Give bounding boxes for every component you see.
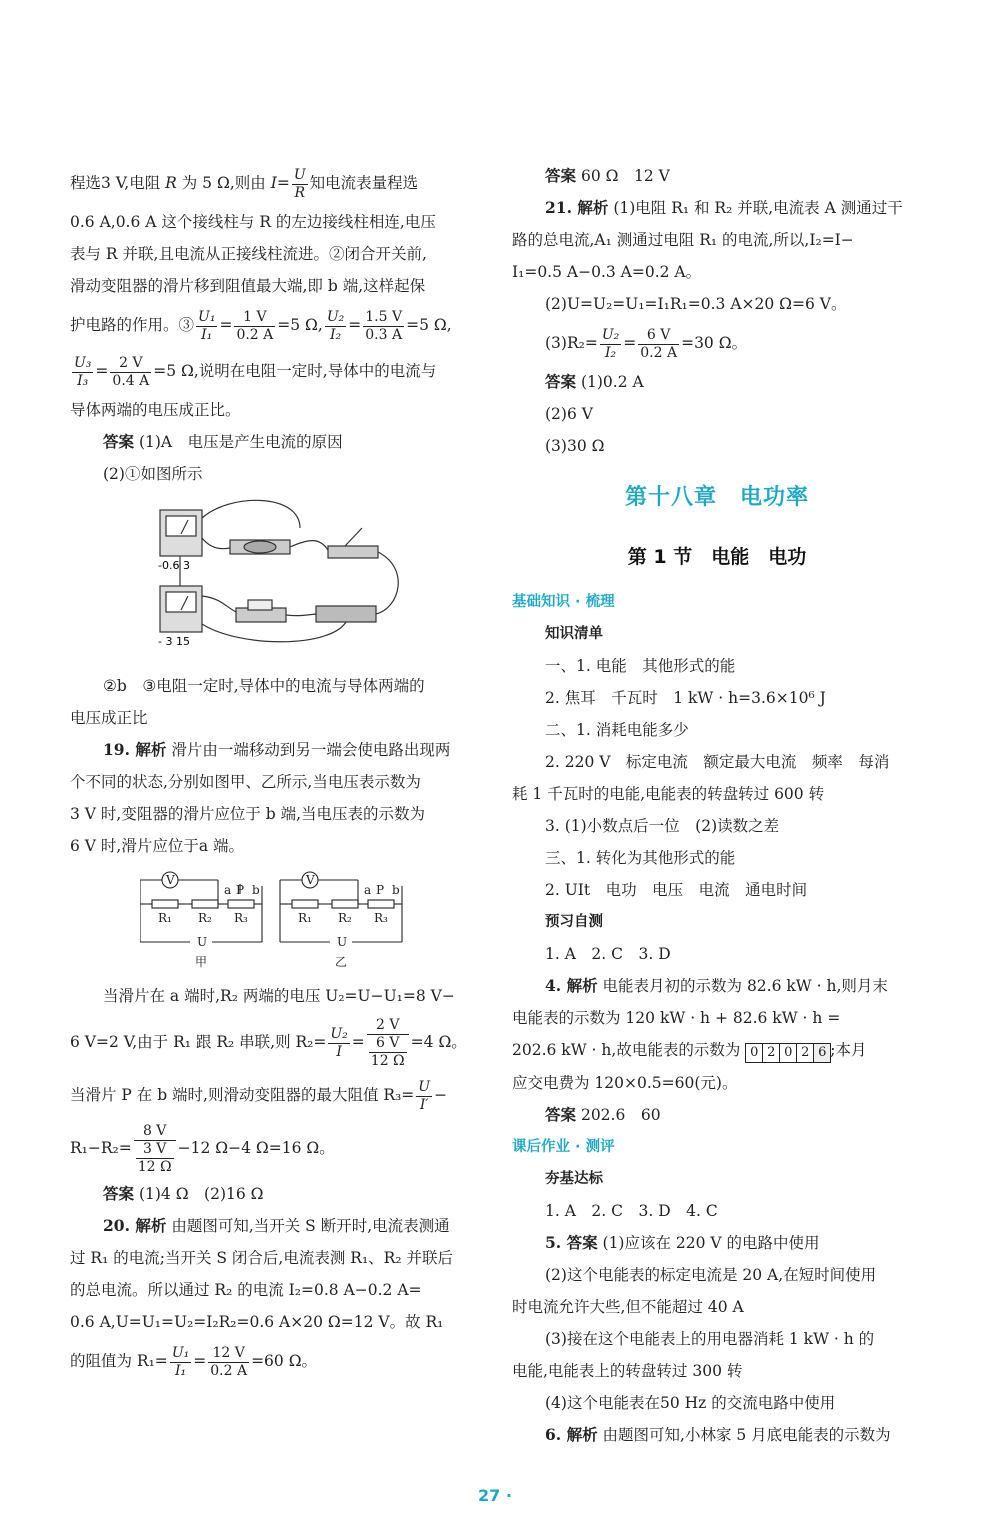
right-column (512, 160, 922, 1451)
meter-reading-digits (745, 1035, 830, 1067)
terminal-label: a (224, 883, 232, 897)
text-line: 3. (1)小数点后一位 (2)读数之差 (545, 817, 780, 835)
text-line: (2)这个电能表的标定电流是 20 A,在短时间使用 (545, 1266, 877, 1284)
answer-line: 答案 (1)A 电压是产生电流的原因 (103, 432, 343, 451)
text-line: 当滑片 P 在 b 端时,则滑动变阻器的最大阻值 R₃= $\frac{U}{I'}$ − (70, 1078, 448, 1113)
text-line: 电压成正比 (70, 709, 148, 727)
text-line: 的总电流。所以通过 R₂ 的电流 I₂=0.8 A−0.2 A= (70, 1281, 422, 1299)
text-line: (3)30 Ω (545, 437, 605, 455)
voltmeter-label: V (166, 873, 175, 887)
section-tag: 基础知识 · 梳理 (512, 594, 615, 610)
circuit-illustration (150, 498, 410, 658)
left-column (70, 160, 480, 1384)
text-line: 三、1. 转化为其他形式的能 (545, 849, 736, 867)
text-line (70, 160, 480, 206)
text-line: 过 R₁ 的电流;当开关 S 闭合后,电流表测 R₁、R₂ 并联后 (70, 1249, 453, 1267)
text-line: (2)6 V (545, 405, 593, 423)
resistor-label: R₂ (198, 911, 212, 925)
fraction: $\frac{1.5 V}{0.3 A}$ (365, 308, 403, 343)
digit-box: 6 (813, 1043, 831, 1063)
terminal-label: b (252, 883, 260, 897)
text-line: 个不同的状态,分别如图甲、乙所示,当电压表示数为 (70, 773, 421, 791)
digit-box: 2 (796, 1043, 814, 1063)
text-line: (2)①如图所示 (103, 465, 203, 483)
fraction: $\frac{1 V}{0.2 A}$ (236, 308, 274, 343)
text-line: 的阻值为 R₁= $\frac{\text{U₁}}{\text{I₁}}$ = $\frac{12 V}{0.2 A}$ =60 Ω。 (70, 1344, 318, 1379)
question-19: 19. 解析 滑片由一端移动到另一端会使电路出现两 (103, 740, 451, 759)
fraction: $\frac{\text{U₁}}{\text{I₁}}$ (198, 308, 216, 343)
text-line: 护电路的作用。③ $\frac{\text{U₁}}{\text{I₁}}$ = $\frac{1 V}{0.2 A}$ =5 Ω, $\frac{\text{U₂}}{\text{I₂}}$ = $\frac{1.5 V}{0.3 A}$ =5 Ω, (70, 308, 452, 343)
text: R (165, 174, 177, 192)
text: 程选3 V,电阻 (70, 174, 161, 192)
text-line: (4)这个电能表在50 Hz 的交流电路中使用 (545, 1394, 836, 1412)
page-number-text: 27 (478, 1486, 501, 1505)
text-line: 电能,电能表上的转盘转过 300 转 (512, 1362, 743, 1380)
fraction: $\frac{2 V}{0.4 A}$ (112, 354, 150, 389)
circuit-figure (150, 498, 480, 662)
subheading: 夯基达标 (545, 1171, 603, 1187)
resistor-label: R₂ (338, 911, 352, 925)
slider-label: P (236, 883, 245, 897)
text-line: 6 V 时,滑片应位于a 端。 (70, 837, 245, 855)
answer-line: 答案 (1)4 Ω (2)16 Ω (103, 1184, 264, 1203)
fraction: $\frac{U}{I'}$ (418, 1078, 431, 1113)
text-line: 一、1. 电能 其他形式的能 (545, 657, 736, 675)
fraction: $\frac{6 V}{0.2 A}$ (640, 326, 678, 361)
text-line: 耗 1 千瓦时的电能,电能表的转盘转过 600 转 (512, 785, 825, 803)
resistor-label: R₃ (234, 911, 248, 925)
circuit-diagram-svg (140, 870, 420, 970)
text-line: 2. 220 V 标定电流 额定最大电流 频率 每消 (545, 753, 890, 771)
text-line: 0.6 A,U=U₁=U₂=I₂R₂=0.6 A×20 Ω=12 V。故 R₁ (70, 1313, 444, 1331)
voltmeter-label: V (306, 873, 315, 887)
text-line: I₁=0.5 A−0.3 A=0.2 A。 (512, 263, 702, 281)
text-line: (2)U=U₂=U₁=I₁R₁=0.3 A×20 Ω=6 V。 (545, 295, 847, 313)
question-4: 4. 解析 电能表月初的示数为 82.6 kW · h,则月末 (545, 976, 888, 995)
text-line: (3)R₂= $\frac{\text{U₂}}{\text{I₂}}$ = $\frac{6 V}{0.2 A}$ =30 Ω。 (545, 326, 748, 361)
digit-box: 2 (762, 1043, 780, 1063)
text-line: R₁−R₂= $\frac{8 V}{\frac{3 V}{12 \Omega}}$ −12 Ω−4 Ω=16 Ω。 (70, 1122, 335, 1175)
text: I (270, 174, 277, 192)
resistor-label: R₁ (158, 911, 172, 925)
fraction: $\frac{\text{U₂}}{\text{I₂}}$ (601, 326, 620, 361)
subheading: 知识清单 (545, 626, 603, 642)
text-line: 滑动变阻器的滑片移到阻值最大端,即 b 端,这样起保 (70, 277, 426, 295)
text-line: 6 V=2 V,由于 R₁ 跟 R₂ 串联,则 R₂= $\frac{\text{U₂}}{I}$ = $\frac{2 V}{\frac{6 V}{12 \Omega}}$ =4 Ω。 (70, 1016, 467, 1069)
answer-line: 5. 答案 (1)应该在 220 V 的电路中使用 (545, 1233, 820, 1252)
text-line: 1. A 2. C 3. D 4. C (545, 1202, 718, 1220)
fraction: $\frac{\text{U₃}}{\text{I₃}}$ (74, 354, 92, 389)
text-line: 表与 R 并联,且电流从正接线柱流进。②闭合开关前, (70, 245, 427, 263)
figure-caption: 乙 (335, 955, 348, 969)
text-line: 二、1. 消耗电能多少 (545, 721, 689, 739)
fraction: $\frac{\text{U₁}}{\text{I₁}}$ (171, 1344, 190, 1379)
circuit-diagrams (140, 870, 480, 974)
resistor-label: R₃ (374, 911, 388, 925)
digit-box: 0 (779, 1043, 797, 1063)
voltage-label: U (337, 935, 348, 949)
text-line: 0.6 A,0.6 A 这个接线柱与 R 的左边接线柱相连,电压 (70, 213, 436, 231)
fraction: $\frac{8 V}{\frac{3 V}{12 \Omega}}$ (134, 1123, 176, 1176)
answer-line: 答案 60 Ω 12 V (545, 166, 670, 185)
text-line: 202.6 kW · h,故电能表的示数为 0 2 0 2 6 ;本月 (512, 1034, 922, 1067)
page-number: 27 · (478, 1486, 512, 1505)
text-line: 时电流允许大些,但不能超过 40 A (512, 1298, 744, 1316)
question-21: 21. 解析 (1)电阻 R₁ 和 R₂ 并联,电流表 A 测通过干 (545, 198, 903, 217)
section-tag: 课后作业 · 测评 (512, 1139, 615, 1155)
answer-line: 答案 (1)0.2 A (545, 372, 644, 391)
fraction: $\frac{\text{U₂}}{I}$ (330, 1025, 348, 1060)
terminal-label: a (364, 883, 372, 897)
text-line: 路的总电流,A₁ 测通过电阻 R₁ 的电流,所以,I₂=I− (512, 231, 854, 249)
text: = (276, 174, 290, 192)
text-line: ②b ③电阻一定时,导体中的电流与导体两端的 (103, 677, 425, 695)
voltage-label: U (197, 935, 208, 949)
text-line: 电能表的示数为 120 kW · h + 82.6 kW · h = (512, 1009, 841, 1027)
section-title: 第 1 节 电能 电功 (627, 546, 807, 568)
terminal-label: b (392, 883, 400, 897)
question-20: 20. 解析 由题图可知,当开关 S 断开时,电流表测通 (103, 1216, 450, 1235)
meter-label: - 3 15 (158, 635, 190, 648)
fraction: $\frac{U}{R}$ (293, 166, 306, 201)
answer-line: 答案 202.6 60 (545, 1105, 661, 1124)
resistor-label: R₁ (298, 911, 312, 925)
text-line: 2. UIt 电功 电压 电流 通电时间 (545, 881, 808, 899)
text: 为 5 Ω,则由 (181, 174, 266, 192)
fraction: $\frac{12 V}{0.2 A}$ (210, 1344, 248, 1379)
chapter-title: 第十八章 电功率 (624, 485, 809, 510)
meter-label: -0.6 3 (158, 559, 190, 572)
fraction: $\frac{2 V}{\frac{6 V}{12 \Omega}}$ (367, 1017, 409, 1070)
figure-caption: 甲 (195, 955, 208, 969)
text-line: 应交电费为 120×0.5=60(元)。 (512, 1074, 738, 1092)
text-line: 1. A 2. C 3. D (545, 945, 671, 963)
text: 知电流表量程选 (309, 174, 419, 192)
text-line: 导体两端的电压成正比。 (70, 401, 241, 419)
subheading: 预习自测 (545, 914, 603, 930)
slider-label: P (376, 883, 385, 897)
text-line: $\frac{\text{U₃}}{\text{I₃}}$ = $\frac{2 V}{0.4 A}$ =5 Ω,说明在电阻一定时,导体中的电流与 (74, 354, 437, 389)
text-line: 3 V 时,变阻器的滑片应位于 b 端,当电压表的示数为 (70, 805, 426, 823)
text-line: 当滑片在 a 端时,R₂ 两端的电压 U₂=U−U₁=8 V− (103, 987, 455, 1005)
text-line: (3)接在这个电能表上的用电器消耗 1 kW · h 的 (545, 1330, 875, 1348)
text-line: 2. 焦耳 千瓦时 1 kW · h=3.6×10⁶ J (545, 689, 826, 707)
digit-box: 0 (745, 1043, 763, 1063)
question-6: 6. 解析 由题图可知,小林家 5 月底电能表的示数为 (545, 1425, 891, 1444)
fraction: $\frac{\text{U₂}}{\text{I₂}}$ (326, 308, 345, 343)
